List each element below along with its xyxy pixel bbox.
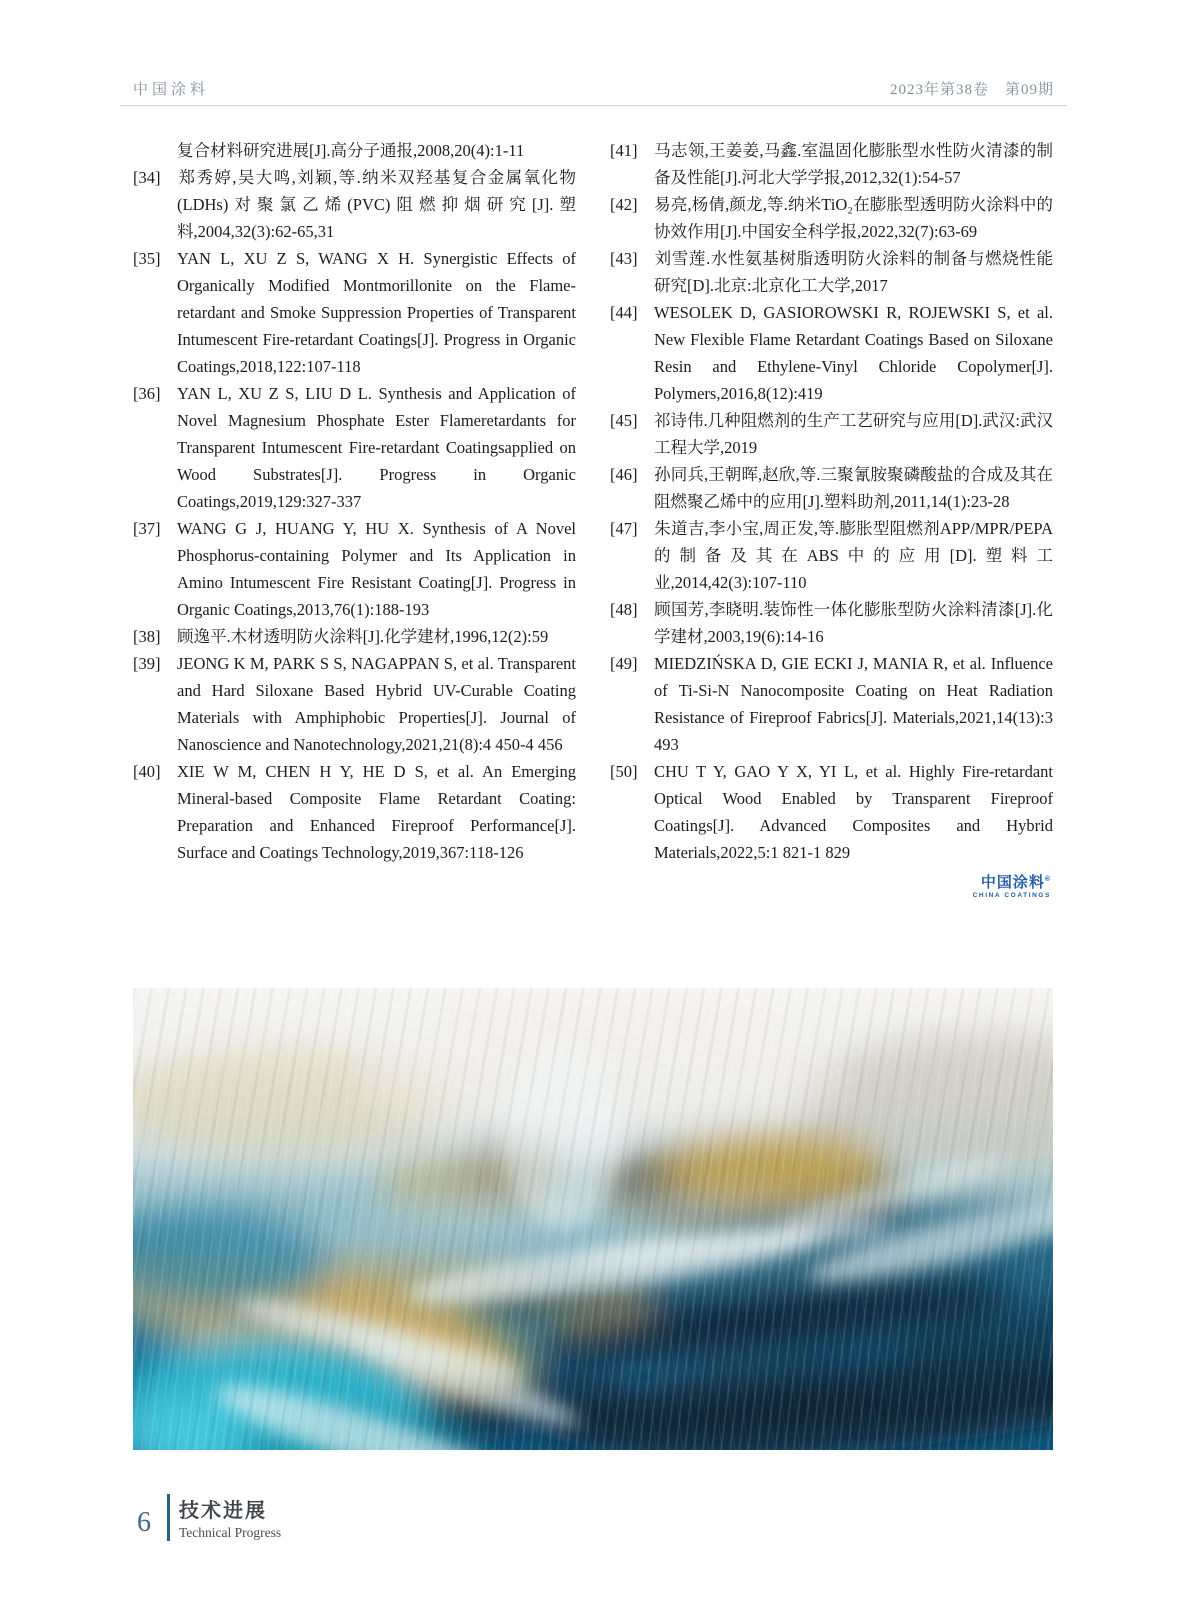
- reference-text: YAN L, XU Z S, LIU D L. Synthesis and Application of Novel Magnesium Phosphate Ester Flameretardants for Transparent Intumescent Fire-retardant Coatingsapplied on Wood Substrates[J]. Progress in Organic Coatings,2019,129:327-337: [177, 384, 576, 511]
- reference-number: [35]: [133, 249, 161, 268]
- reference-text: 祁诗伟.几种阻燃剂的生产工艺研究与应用[D].武汉:武汉工程大学,2019: [654, 411, 1053, 457]
- logo-wordmark: 中国涂料®: [980, 874, 1051, 891]
- reference-text: XIE W M, CHEN H Y, HE D S, et al. An Emerging Mineral-based Composite Flame Retardant Coating: Preparation and Enhanced Fireproof Performance[J]. Surface and Coatings Technology,2019,367:118-126: [177, 762, 576, 862]
- reference-number: [38]: [133, 627, 161, 646]
- reference-item: [610, 596, 1053, 650]
- reference-item: [133, 515, 576, 623]
- china-coatings-logo: [610, 875, 1053, 899]
- reference-item: [610, 407, 1053, 461]
- reference-text: 复合材料研究进展[J].高分子通报,2008,20(4):1-11: [177, 141, 525, 160]
- reference-text: 顾逸平.木材透明防火涂料[J].化学建材,1996,12(2):59: [177, 627, 549, 646]
- page-header: [120, 76, 1067, 106]
- reference-item: [133, 650, 576, 758]
- reference-number: [45]: [610, 411, 638, 430]
- page-number: 6: [137, 1506, 151, 1538]
- references-column-left: [133, 137, 576, 899]
- footer-divider: [167, 1494, 170, 1541]
- reference-text: 郑秀婷,吴大鸣,刘颖,等.纳米双羟基复合金属氧化物(LDHs)对聚氯乙烯(PVC)阻燃抑烟研究[J].塑料,2004,32(3):62-65,31: [177, 168, 576, 241]
- reference-item: [610, 515, 1053, 596]
- reference-item: [610, 245, 1053, 299]
- reference-number: [37]: [133, 519, 161, 538]
- reference-item: [133, 380, 576, 515]
- reference-text: 刘雪莲.水性氨基树脂透明防火涂料的制备与燃烧性能研究[D].北京:北京化工大学,2017: [654, 249, 1053, 295]
- reference-number: [43]: [610, 249, 638, 268]
- reference-item: [133, 164, 576, 245]
- reference-number: [40]: [133, 762, 161, 781]
- reference-text: YAN L, XU Z S, WANG X H. Synergistic Effects of Organically Modified Montmorillonite on the Flame-retardant and Smoke Suppression Properties of Transparent Intumescent Fire-retardant Coatings[J]. Progress in Organic Coatings,2018,122:107-118: [177, 249, 576, 376]
- reference-number: [42]: [610, 195, 638, 214]
- reference-text: JEONG K M, PARK S S, NAGAPPAN S, et al. Transparent and Hard Siloxane Based Hybrid UV-Curable Coating Materials with Amphiphobic Properties[J]. Journal of Nanoscience and Nanotechnology,2021,21(8):4 450-4 456: [177, 654, 576, 754]
- reference-item: [610, 650, 1053, 758]
- reference-text: 朱道吉,李小宝,周正发,等.膨胀型阻燃剂APP/MPR/PEPA的制备及其在ABS中的应用[D].塑料工业,2014,42(3):107-110: [654, 519, 1053, 592]
- reference-number: [48]: [610, 600, 638, 619]
- reference-text: WESOLEK D, GASIOROWSKI R, ROJEWSKI S, et al. New Flexible Flame Retardant Coatings Based on Siloxane Resin and Ethylene-Vinyl Chloride Copolymer[J]. Polymers,2016,8(12):419: [654, 303, 1053, 403]
- references-column-right: [610, 137, 1053, 899]
- section-title-en: Technical Progress: [179, 1525, 282, 1540]
- issue-info: 2023年第38卷 第09期: [889, 82, 1054, 98]
- reference-number: [46]: [610, 465, 638, 484]
- wave-photo: [133, 988, 1053, 1450]
- reference-text: MIEDZIŃSKA D, GIE ECKI J, MANIA R, et al. Influence of Ti-Si-N Nanocomposite Coating on Heat Radiation Resistance of Fireproof Fabrics[J]. Materials,2021,14(13):3 493: [654, 654, 1053, 754]
- reference-item: [610, 461, 1053, 515]
- references-section: [133, 137, 1053, 899]
- reference-item: [133, 623, 576, 650]
- reference-text: 马志领,王姜姜,马鑫.室温固化膨胀型水性防火清漆的制备及性能[J].河北大学学报,2012,32(1):54-57: [654, 141, 1053, 187]
- reference-item: [610, 758, 1053, 866]
- reference-number: [36]: [133, 384, 161, 403]
- reference-text: 顾国芳,李晓明.装饰性一体化膨胀型防火涂料清漆[J].化学建材,2003,19(6):14-16: [654, 600, 1053, 646]
- reference-item: [610, 137, 1053, 191]
- reference-number: [34]: [133, 168, 161, 187]
- registered-mark-icon: ®: [1044, 876, 1051, 883]
- section-title-block: [179, 1494, 281, 1541]
- reference-item: [610, 191, 1053, 245]
- reference-item: [133, 137, 576, 164]
- reference-text: 孙同兵,王朝晖,赵欣,等.三聚氰胺聚磷酸盐的合成及其在阻燃聚乙烯中的应用[J].塑料助剂,2011,14(1):23-28: [654, 465, 1053, 511]
- reference-item: [133, 245, 576, 380]
- reference-number: [49]: [610, 654, 638, 673]
- reference-text: 易亮,杨倩,颜龙,等.纳米TiO₂在膨胀型透明防火涂料中的协效作用[J].中国安全科学报,2022,32(7):63-69: [654, 195, 1053, 241]
- reference-number: [44]: [610, 303, 638, 322]
- reference-text: CHU T Y, GAO Y X, YI L, et al. Highly Fire-retardant Optical Wood Enabled by Transparent Fireproof Coatings[J]. Advanced Composites and Hybrid Materials,2022,5:1 821-1 829: [654, 762, 1053, 862]
- page-footer: [131, 1494, 281, 1541]
- journal-name: 中国涂料: [133, 82, 210, 98]
- reference-number: [39]: [133, 654, 161, 673]
- logo-subtitle: CHINA COATINGS: [972, 891, 1051, 899]
- reference-number: [50]: [610, 762, 638, 781]
- reference-text: WANG G J, HUANG Y, HU X. Synthesis of A Novel Phosphorus-containing Polymer and Its Application in Amino Intumescent Fire Resistant Coating[J]. Progress in Organic Coatings,2013,76(1):188-193: [177, 519, 576, 619]
- reference-item: [610, 299, 1053, 407]
- reference-number: [47]: [610, 519, 638, 538]
- section-title-cn: 技术进展: [179, 1500, 267, 1522]
- reference-number: [41]: [610, 141, 638, 160]
- wave-photo-art: [133, 988, 1053, 1450]
- reference-item: [133, 758, 576, 866]
